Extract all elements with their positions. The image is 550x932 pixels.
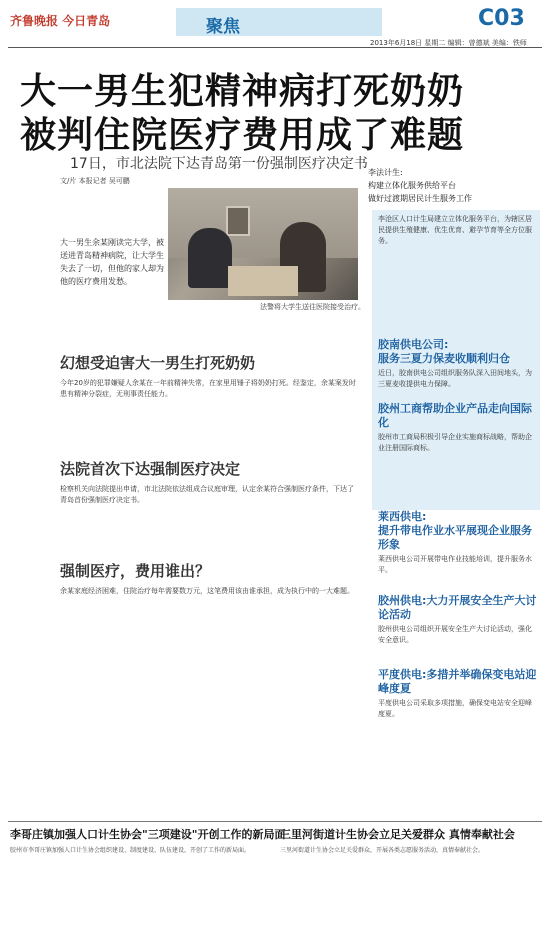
subheadline: 17日，市北法院下达青岛第一份强制医疗决定书	[70, 156, 368, 172]
section-body-2: 检察机关向法院提出申请，市北法院依法组成合议庭审理，认定余某符合强制医疗条件，下达了青岛首份强制医疗决定书。	[60, 485, 354, 504]
sidebar-body: 李沧区人口计生局建立立体化服务平台，为辖区居民提供生殖健康、优生优育、避孕节育等全方位服务。	[378, 215, 532, 245]
section-heading-3: 强制医疗，费用谁出？	[60, 562, 211, 580]
sidebar-sub1-title: 胶南供电公司:	[378, 338, 449, 351]
sidebar-heading-line-3: 做好过渡期居民计生服务工作	[368, 194, 472, 203]
bottom-rule	[8, 821, 542, 822]
sidebar-sub2-title: 胶州工商帮助企业产品走向国际化	[378, 402, 532, 429]
byline: 文/片 本报记者 吴可鹏	[60, 177, 130, 185]
page-number: C03	[478, 6, 525, 31]
dateline: 2013年6月18日 星期二 编辑：曾德斌 美编：铁师	[370, 39, 527, 47]
section-heading-1: 幻想受迫害大一男生打死奶奶	[60, 354, 256, 372]
sidebar-heading	[368, 166, 472, 205]
headline-line-1: 大一男生犯精神病打死奶奶	[20, 71, 465, 112]
headline-line-2: 被判住院医疗费用成了难题	[20, 115, 465, 156]
top-rule	[8, 47, 542, 48]
sidebar-heading-line-2: 构建立体化服务供给平台	[368, 181, 456, 190]
sidebar-sub3-title-2: 提升带电作业水平展现企业服务形象	[378, 524, 532, 551]
photo-caption: 法警将大学生送往医院接受治疗。	[260, 303, 365, 311]
section-tab: 聚焦	[176, 8, 382, 36]
newspaper-brand: 齐鲁晚报 今日青岛	[10, 14, 111, 28]
bottom-story-2-body: 三里河街道计生协会立足关爱群众，开展各类志愿服务活动，真情奉献社会。	[280, 847, 485, 854]
sidebar-sub1-body: 近日，胶南供电公司组织服务队深入田间地头，为三夏麦收提供电力保障。	[378, 369, 532, 388]
news-photo	[168, 188, 358, 300]
sidebar-sub2-body: 胶州市工商局积极引导企业实施商标战略，帮助企业注册国际商标。	[378, 433, 532, 452]
sidebar-sub5-title: 平度供电:多措并举确保变电站迎峰度夏	[378, 668, 537, 695]
section-body-1: 今年20岁的犯罪嫌疑人余某在一年前精神失常，在家里用锤子将奶奶打死。经鉴定，余某案发时患有精神分裂症，无刑事责任能力。	[60, 379, 356, 398]
bottom-story-1-body: 胶州市李哥庄镇加强人口计生协会组织建设、制度建设、队伍建设，开创了工作的新局面。	[10, 847, 251, 854]
bottom-story-1-title: 李哥庄镇加强人口计生协会"三项建设"开创工作的新局面	[10, 828, 286, 841]
section-body-3: 余某家庭经济困难，住院治疗每年需要数万元，这笔费用该由谁承担，成为执行中的一大难题。	[60, 587, 354, 595]
sidebar-sub3-body: 莱西供电公司开展带电作业技能培训，提升服务水平。	[378, 555, 532, 574]
lead-paragraph: 大一男生余某刚读完大学，被送进青岛精神病院，让大学生失去了一切，但他的家人却为他的医疗费用发愁。	[60, 238, 164, 286]
sidebar-sub5-body: 平度供电公司采取多项措施，确保变电站安全迎峰度夏。	[378, 699, 532, 718]
masthead	[0, 0, 550, 47]
sidebar-sub4-body: 胶州供电公司组织开展安全生产大讨论活动，强化安全意识。	[378, 625, 532, 644]
sidebar-sub1-title-2: 服务三夏力保麦收顺利归仓	[378, 352, 510, 365]
sidebar-sub3-title: 莱西供电:	[378, 510, 427, 523]
section-heading-2: 法院首次下达强制医疗决定	[60, 460, 241, 478]
sidebar-sub4-title: 胶州供电:大力开展安全生产大讨论活动	[378, 594, 537, 621]
sidebar-heading-line-1: 李法计生:	[368, 168, 403, 177]
bottom-story-2-title: 三里河街道计生协会立足关爱群众 真情奉献社会	[280, 828, 515, 841]
